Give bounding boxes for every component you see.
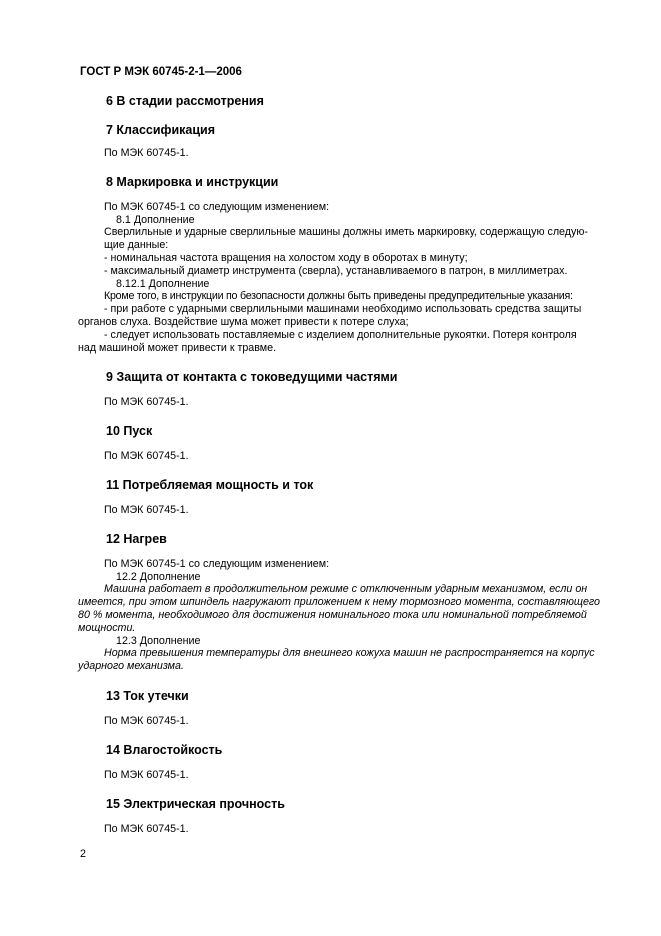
section-13-text: По МЭК 60745-1.	[104, 714, 189, 727]
section-6-title: 6 В стадии рассмотрения	[106, 94, 264, 108]
section-15-text: По МЭК 60745-1.	[104, 822, 189, 835]
section-7-text: По МЭК 60745-1.	[104, 147, 189, 159]
section-7-title: 7 Классификация	[106, 123, 216, 137]
section-12-line: 80 % момента, необходимого для достижения номинального тока или номинальной потребляемой	[78, 608, 587, 621]
section-12-line: мощности.	[78, 621, 136, 634]
section-8-line: органов слуха. Воздействие шума может привести к потере слуха;	[78, 315, 409, 328]
section-8-title: 8 Маркировка и инструкции	[106, 174, 279, 189]
section-14-title: 14 Влагостойкость	[106, 742, 223, 757]
section-8-line: щие данные:	[104, 239, 169, 252]
section-11-text: По МЭК 60745-1.	[104, 503, 189, 516]
section-8-line: - следует использовать поставляемые с изделием дополнительные рукоятки. Потеря контроля	[104, 328, 577, 341]
section-12-line: 12.2 Дополнение	[116, 570, 201, 583]
section-12-line: 12.3 Дополнение	[116, 634, 201, 647]
section-9-title: 9 Защита от контакта с токоведущими частями	[106, 370, 398, 385]
section-12-line: имеется, при этом шпиндель нагружают приложением к нему тормозного момента, составляющего	[78, 596, 600, 609]
section-8-line: Кроме того, в инструкции по безопасности должны быть приведены предупредительные указания:	[104, 290, 573, 303]
section-12-line: По МЭК 60745-1 со следующим изменением:	[104, 557, 330, 570]
section-8-line: - номинальная частота вращения на холостом ходу в оборотах в минуту;	[104, 251, 468, 264]
section-8-line: 8.12.1 Дополнение	[116, 277, 210, 290]
section-12-line: ударного механизма.	[78, 660, 184, 673]
page-number: 2	[80, 848, 86, 860]
section-9-text: По МЭК 60745-1.	[104, 396, 189, 409]
section-13-title: 13 Ток утечки	[106, 688, 189, 703]
section-8-line: По МЭК 60745-1 со следующим изменением:	[104, 200, 330, 213]
section-8-line: - максимальный диаметр инструмента (сверла), устанавливаемого в патрон, в миллиметрах.	[104, 264, 568, 277]
section-8-line: 8.1 Дополнение	[116, 213, 195, 226]
section-12-line: Норма превышения температуры для внешнего кожуха машин не распространяется на корпус	[104, 647, 595, 660]
section-8-line: Сверлильные и ударные сверлильные машины должны иметь маркировку, содержащую следую-	[104, 226, 588, 239]
section-10-text: По МЭК 60745-1.	[104, 450, 189, 463]
document-body	[78, 92, 614, 835]
section-12-body	[78, 557, 614, 673]
section-12-title: 12 Нагрев	[106, 531, 167, 546]
section-15-title: 15 Электрическая прочность	[106, 796, 285, 811]
section-14-text: По МЭК 60745-1.	[104, 768, 189, 781]
document-header: ГОСТ Р МЭК 60745-2-1—2006	[80, 66, 242, 78]
section-8-body	[78, 200, 614, 355]
section-12-line: Машина работает в продолжительном режиме с отключенным ударным механизмом, если он	[104, 583, 588, 596]
section-8-line: - при работе с ударными сверлильными машинами необходимо использовать средства защиты	[104, 303, 582, 316]
section-8-line: над машиной может привести к травме.	[78, 341, 277, 354]
section-11-title: 11 Потребляемая мощность и ток	[106, 477, 314, 492]
section-10-title: 10 Пуск	[106, 424, 153, 439]
